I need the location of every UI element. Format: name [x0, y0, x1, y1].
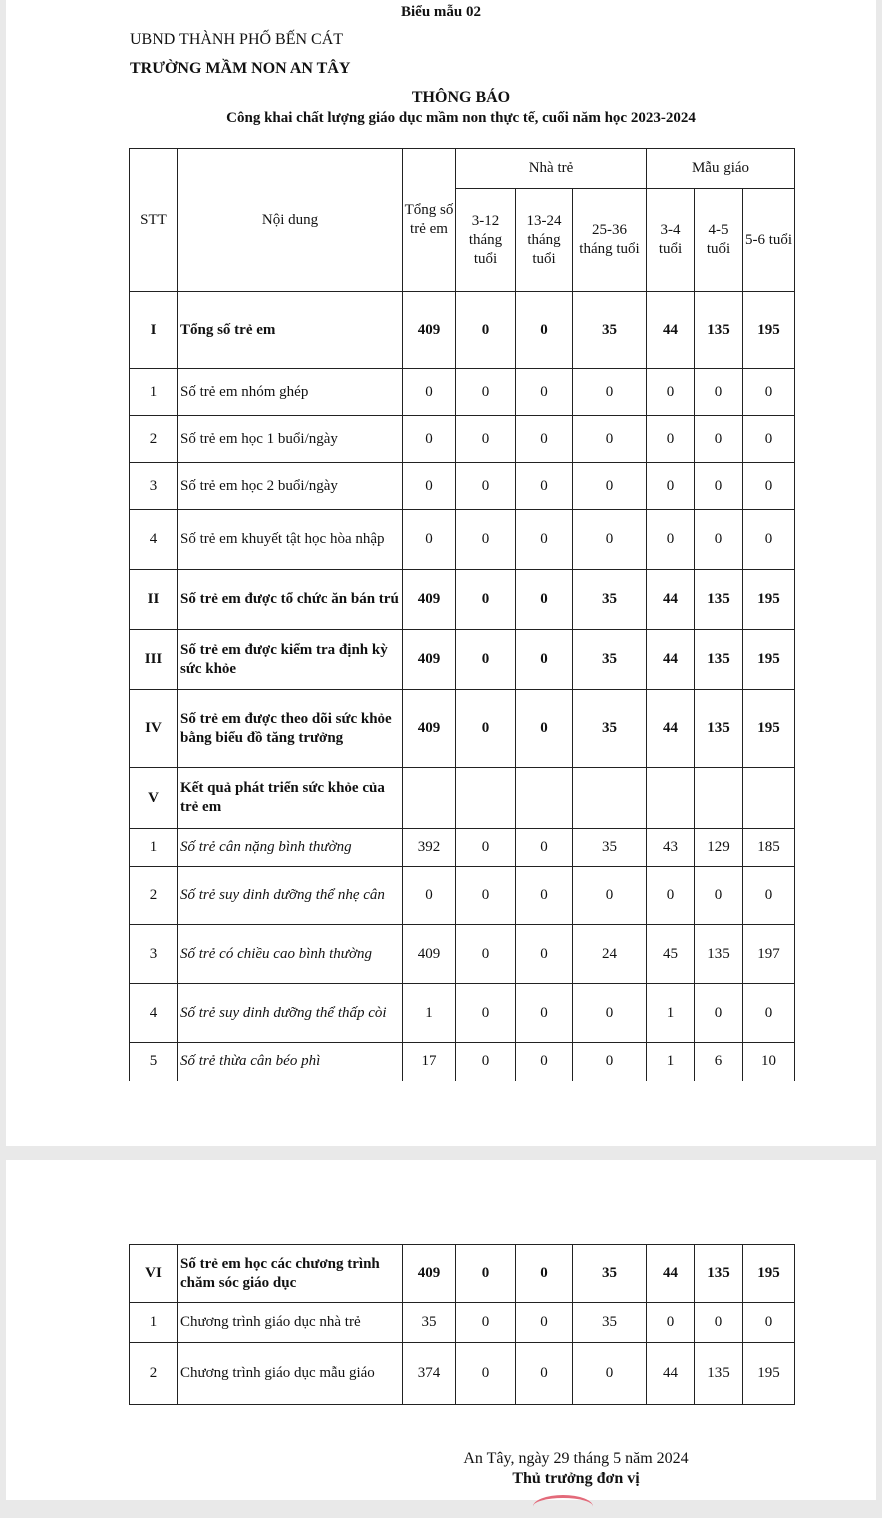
row-value: 195	[743, 630, 795, 690]
header-group-kindergarten: Mẫu giáo	[647, 149, 795, 189]
row-value: 0	[573, 1043, 647, 1081]
table-row	[130, 1245, 795, 1303]
row-value: 0	[647, 416, 695, 463]
row-value: 0	[516, 1343, 573, 1405]
row-value: 0	[516, 925, 573, 984]
header-age-13-24: 13-24 tháng tuổi	[516, 189, 573, 292]
row-value: 35	[573, 1245, 647, 1303]
row-value: 0	[573, 984, 647, 1043]
row-stt: III	[130, 630, 178, 690]
row-value: 0	[695, 416, 743, 463]
row-value: 44	[647, 570, 695, 630]
row-value: 197	[743, 925, 795, 984]
row-value: 195	[743, 690, 795, 768]
header-group-nursery: Nhà trẻ	[456, 149, 647, 189]
row-label: Chương trình giáo dục mẫu giáo	[178, 1343, 403, 1405]
row-stt: 4	[130, 984, 178, 1043]
row-value: 0	[516, 630, 573, 690]
signer-title: Thủ trưởng đơn vị	[512, 1470, 640, 1487]
agency-name: UBND THÀNH PHỐ BẾN CÁT	[130, 31, 344, 48]
row-value: 0	[743, 416, 795, 463]
row-value: 0	[573, 463, 647, 510]
row-value: 0	[456, 1245, 516, 1303]
row-value: 0	[456, 867, 516, 925]
row-value	[403, 768, 456, 829]
row-value: 409	[403, 630, 456, 690]
row-value: 195	[743, 1245, 795, 1303]
table-row	[130, 1343, 795, 1405]
row-value: 44	[647, 630, 695, 690]
row-value: 6	[695, 1043, 743, 1081]
row-value: 195	[743, 292, 795, 369]
row-value: 0	[456, 690, 516, 768]
row-value: 35	[573, 630, 647, 690]
row-value: 0	[516, 690, 573, 768]
row-label: Số trẻ em được theo dõi sức khỏe bằng biểu đồ tăng trưởng	[178, 690, 403, 768]
row-value: 135	[695, 1343, 743, 1405]
row-value: 0	[456, 829, 516, 867]
row-value: 0	[516, 1303, 573, 1343]
row-value: 0	[516, 292, 573, 369]
row-label: Tổng số trẻ em	[178, 292, 403, 369]
row-stt: II	[130, 570, 178, 630]
school-name: TRƯỜNG MẦM NON AN TÂY	[130, 60, 351, 77]
row-value: 135	[695, 1245, 743, 1303]
row-value: 0	[695, 867, 743, 925]
row-value: 0	[516, 829, 573, 867]
table-row	[130, 510, 795, 570]
header-age-25-36: 25-36 tháng tuổi	[573, 189, 647, 292]
row-value: 0	[647, 867, 695, 925]
table-header-row	[130, 149, 795, 189]
document-page-1	[6, 0, 876, 1146]
row-label: Số trẻ suy dinh dưỡng thể nhẹ cân	[178, 867, 403, 925]
red-stamp-edge	[533, 1495, 593, 1518]
row-value: 0	[647, 510, 695, 570]
row-stt: 2	[130, 867, 178, 925]
row-value: 35	[573, 1303, 647, 1343]
form-code: Biểu mẫu 02	[400, 4, 481, 20]
row-label: Số trẻ em được kiểm tra định kỳ sức khỏe	[178, 630, 403, 690]
row-label: Số trẻ em được tổ chức ăn bán trú	[178, 570, 403, 630]
table-row	[130, 463, 795, 510]
row-value	[456, 768, 516, 829]
row-stt: 3	[130, 925, 178, 984]
row-stt: 1	[130, 369, 178, 416]
row-value: 35	[573, 690, 647, 768]
row-value: 0	[695, 984, 743, 1043]
row-stt: I	[130, 292, 178, 369]
row-value: 0	[743, 1303, 795, 1343]
quality-report-table-continued	[129, 1244, 795, 1405]
row-stt: 1	[130, 829, 178, 867]
row-value: 0	[695, 1303, 743, 1343]
row-value: 135	[695, 690, 743, 768]
row-value: 0	[516, 510, 573, 570]
row-value: 0	[743, 984, 795, 1043]
row-value: 0	[456, 463, 516, 510]
row-value: 0	[403, 416, 456, 463]
row-label: Số trẻ suy dinh dưỡng thể thấp còi	[178, 984, 403, 1043]
row-value: 0	[573, 416, 647, 463]
row-value: 35	[403, 1303, 456, 1343]
row-value: 0	[516, 570, 573, 630]
row-stt: VI	[130, 1245, 178, 1303]
row-value: 0	[456, 925, 516, 984]
row-value: 0	[743, 867, 795, 925]
row-value: 0	[743, 369, 795, 416]
row-value: 0	[456, 510, 516, 570]
row-value: 35	[573, 829, 647, 867]
row-value: 409	[403, 690, 456, 768]
row-value: 185	[743, 829, 795, 867]
row-value: 135	[695, 570, 743, 630]
row-value: 35	[573, 570, 647, 630]
row-value: 0	[456, 630, 516, 690]
row-value: 0	[573, 1343, 647, 1405]
table-body	[130, 292, 795, 1081]
table-row	[130, 1043, 795, 1081]
row-label: Kết quả phát triển sức khỏe của trẻ em	[178, 768, 403, 829]
row-value: 0	[573, 510, 647, 570]
row-value: 0	[573, 867, 647, 925]
row-label: Số trẻ có chiều cao bình thường	[178, 925, 403, 984]
row-value: 0	[743, 463, 795, 510]
row-value	[743, 768, 795, 829]
row-value: 409	[403, 570, 456, 630]
table-row	[130, 1303, 795, 1343]
row-value: 409	[403, 1245, 456, 1303]
row-value: 135	[695, 630, 743, 690]
table-row	[130, 570, 795, 630]
row-value: 195	[743, 570, 795, 630]
document-page-2	[6, 1160, 876, 1500]
header-total: Tổng số trẻ em	[403, 149, 456, 292]
row-value: 195	[743, 1343, 795, 1405]
header-age-4-5: 4-5 tuổi	[695, 189, 743, 292]
row-value: 409	[403, 925, 456, 984]
row-label: Số trẻ cân nặng bình thường	[178, 829, 403, 867]
table-row	[130, 416, 795, 463]
header-age-3-4: 3-4 tuổi	[647, 189, 695, 292]
row-value: 43	[647, 829, 695, 867]
row-value: 0	[456, 984, 516, 1043]
table-row	[130, 829, 795, 867]
row-value: 24	[573, 925, 647, 984]
row-value: 0	[456, 570, 516, 630]
row-stt: 1	[130, 1303, 178, 1343]
notice-subtitle: Công khai chất lượng giáo dục mầm non thực tế, cuối năm học 2023-2024	[226, 110, 696, 126]
table-row	[130, 369, 795, 416]
row-value	[695, 768, 743, 829]
row-label: Số trẻ em học các chương trình chăm sóc giáo dục	[178, 1245, 403, 1303]
row-value: 0	[647, 369, 695, 416]
row-stt: 2	[130, 1343, 178, 1405]
row-value: 0	[456, 1303, 516, 1343]
row-value: 44	[647, 690, 695, 768]
row-value: 0	[516, 867, 573, 925]
row-value	[647, 768, 695, 829]
table-row	[130, 292, 795, 369]
row-value: 45	[647, 925, 695, 984]
row-value: 17	[403, 1043, 456, 1081]
row-value: 0	[695, 510, 743, 570]
row-value: 0	[403, 867, 456, 925]
table-row	[130, 768, 795, 829]
row-stt: 3	[130, 463, 178, 510]
header-age-3-12: 3-12 tháng tuổi	[456, 189, 516, 292]
row-value: 0	[516, 416, 573, 463]
table-row	[130, 867, 795, 925]
header-stt: STT	[130, 149, 178, 292]
row-stt: V	[130, 768, 178, 829]
row-value: 392	[403, 829, 456, 867]
row-stt: IV	[130, 690, 178, 768]
row-value: 0	[456, 369, 516, 416]
row-value: 0	[403, 369, 456, 416]
row-value: 0	[516, 984, 573, 1043]
row-label: Số trẻ em học 2 buổi/ngày	[178, 463, 403, 510]
row-value: 0	[516, 1245, 573, 1303]
row-value: 1	[647, 984, 695, 1043]
row-value: 135	[695, 925, 743, 984]
row-value: 129	[695, 829, 743, 867]
row-value: 0	[695, 369, 743, 416]
row-value: 44	[647, 1343, 695, 1405]
row-value: 0	[456, 1043, 516, 1081]
row-value	[573, 768, 647, 829]
row-label: Số trẻ em nhóm ghép	[178, 369, 403, 416]
quality-report-table	[129, 148, 795, 1081]
table-row	[130, 925, 795, 984]
row-value: 35	[573, 292, 647, 369]
row-value: 10	[743, 1043, 795, 1081]
row-value: 0	[456, 1343, 516, 1405]
row-value: 0	[516, 1043, 573, 1081]
table-body	[130, 1245, 795, 1405]
notice-title: THÔNG BÁO	[411, 89, 511, 106]
row-label: Chương trình giáo dục nhà trẻ	[178, 1303, 403, 1343]
row-value: 0	[647, 463, 695, 510]
row-stt: 5	[130, 1043, 178, 1081]
row-label: Số trẻ em học 1 buổi/ngày	[178, 416, 403, 463]
row-value: 135	[695, 292, 743, 369]
row-label: Số trẻ em khuyết tật học hòa nhập	[178, 510, 403, 570]
row-value: 0	[516, 369, 573, 416]
row-value: 1	[403, 984, 456, 1043]
row-value: 0	[573, 369, 647, 416]
row-value: 44	[647, 1245, 695, 1303]
row-value: 44	[647, 292, 695, 369]
row-value: 409	[403, 292, 456, 369]
row-value: 0	[456, 292, 516, 369]
table-row	[130, 690, 795, 768]
table-row	[130, 630, 795, 690]
row-value: 1	[647, 1043, 695, 1081]
row-value: 0	[516, 463, 573, 510]
row-stt: 2	[130, 416, 178, 463]
row-value: 0	[403, 510, 456, 570]
row-value: 374	[403, 1343, 456, 1405]
row-value: 0	[647, 1303, 695, 1343]
row-value	[516, 768, 573, 829]
header-age-5-6: 5-6 tuổi	[743, 189, 795, 292]
table-row	[130, 984, 795, 1043]
row-value: 0	[456, 416, 516, 463]
place-date: An Tây, ngày 29 tháng 5 năm 2024	[463, 1450, 689, 1467]
row-value: 0	[743, 510, 795, 570]
row-value: 0	[695, 463, 743, 510]
header-content: Nội dung	[178, 149, 403, 292]
row-label: Số trẻ thừa cân béo phì	[178, 1043, 403, 1081]
row-value: 0	[403, 463, 456, 510]
row-stt: 4	[130, 510, 178, 570]
